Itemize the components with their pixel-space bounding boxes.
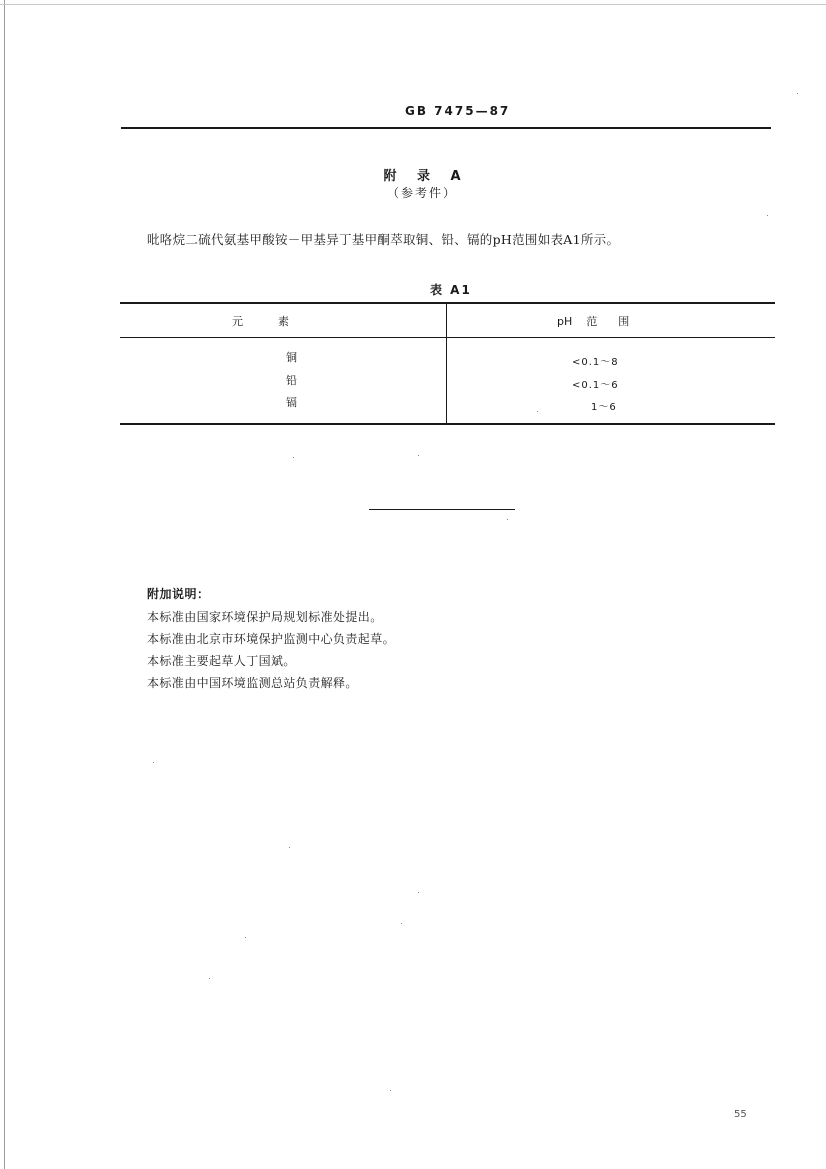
table-cell-element: 铅 [286,374,297,387]
table-cell-element: 铜 [286,351,297,364]
scan-speck [293,457,294,458]
scan-speck [245,937,246,938]
note-line: 本标准由北京市环境保护监测中心负责起草。 [147,632,396,646]
table-top-rule [120,302,775,304]
table-header-rule [120,337,775,338]
scan-speck [507,519,508,520]
scan-speck [767,215,768,216]
column-header-element: 元 素 [232,315,289,328]
notes-title: 附加说明： [147,587,210,601]
table-cell-ph-range: <0.1～8 [572,357,619,368]
table-bottom-rule [120,423,775,425]
scan-speck [209,978,210,979]
page-edge-top [0,4,826,5]
note-line: 本标准由中国环境监测总站负责解释。 [147,676,358,690]
header-rule [121,127,771,129]
ph-range-table [120,302,775,426]
additional-notes [147,585,395,694]
page-number: 55 [734,1109,747,1120]
scan-speck [418,892,419,893]
table-column-divider [446,304,447,423]
scan-speck [289,847,290,848]
appendix-subtitle: （参考件） [386,186,457,200]
end-rule [369,509,515,510]
scan-speck [537,411,538,412]
scan-speck [153,762,154,763]
standard-code: GB 7475—87 [405,104,511,118]
scan-speck [418,455,419,456]
scan-speck [797,93,798,94]
scan-speck [401,923,402,924]
note-line: 本标准主要起草人丁国斌。 [147,654,296,668]
column-header-ph-range: pH 范 围 [557,315,630,328]
scan-speck [390,1090,391,1091]
appendix-title: 附 录 A [383,169,469,184]
table-cell-element: 镉 [286,396,297,409]
table-cell-ph-range: <0.1～6 [572,380,619,391]
table-cell-ph-range: 1～6 [591,402,617,413]
intro-paragraph: 吡咯烷二硫代氨基甲酸铵－甲基异丁基甲酮萃取铜、铅、镉的pH范围如表A1所示。 [147,232,620,247]
table-caption: 表 A1 [430,283,472,297]
note-line: 本标准由国家环境保护局规划标准处提出。 [147,610,383,624]
